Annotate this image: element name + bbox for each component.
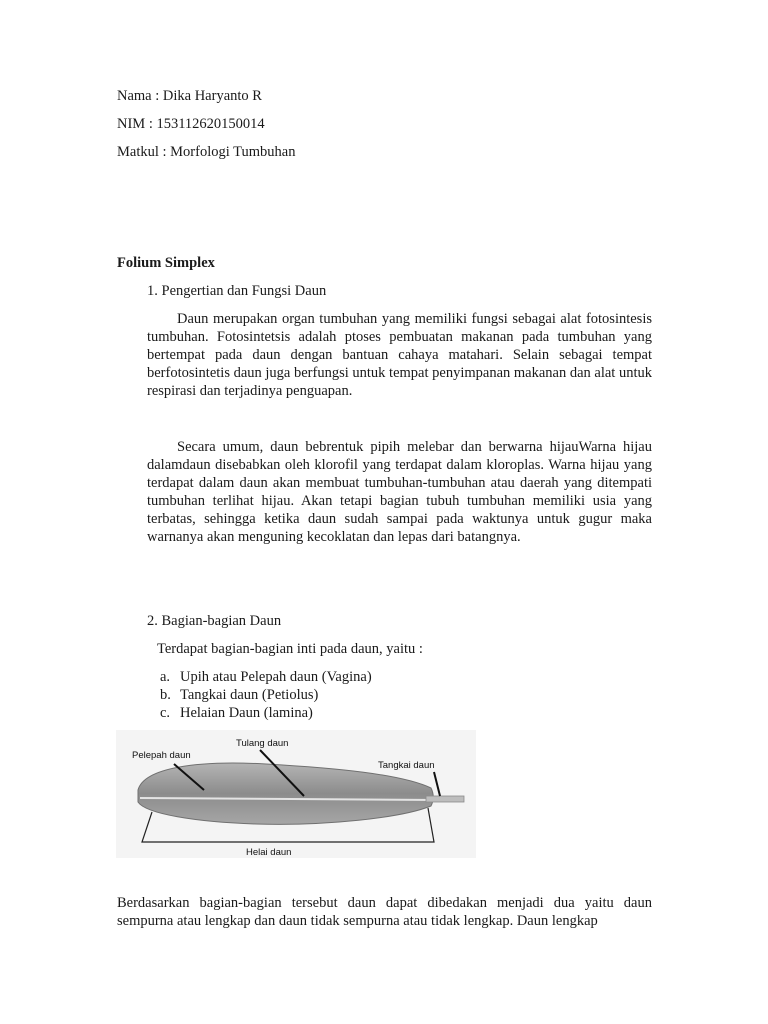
heading-1: 1. Pengertian dan Fungsi Daun [147, 283, 327, 299]
tangkai-label: Tangkai daun [378, 760, 435, 771]
name-line: Nama : Dika Haryanto R [117, 88, 262, 104]
heading-2: 2. Bagian-bagian Daun [147, 613, 282, 629]
paragraph-1-text: Daun merupakan organ tumbuhan yang memiliki fungsi sebagai alat fotosintesis tumbuhan. Fotosintetsis adalah ptoses pembuatan makanan pada tumbuhan yang bertempat pada daun dengan bantuan cahaya matahari. Selain sebagai tempat berfotosintetis daun juga berfungsi untuk tempat penyimpanan makanan dan alat untuk respirasi dan terjadinya penguapan. [147, 311, 652, 399]
tulang-label: Tulang daun [236, 738, 289, 749]
leaf-diagram [116, 730, 476, 858]
helai-label: Helai daun [246, 847, 292, 858]
list-item [160, 686, 372, 704]
section-title: Folium Simplex [117, 255, 215, 271]
leaf-petiole [426, 796, 464, 802]
list-item [160, 704, 372, 722]
list-marker: a. [160, 669, 171, 685]
paragraph-2 [147, 438, 652, 546]
list-item-text: Helaian Daun (lamina) [180, 705, 313, 721]
list-item [160, 668, 372, 686]
course-line: Matkul : Morfologi Tumbuhan [117, 144, 296, 160]
list-item-text: Tangkai daun (Petiolus) [180, 687, 319, 703]
closing-paragraph: Berdasarkan bagian-bagian tersebut daun dapat dibedakan menjadi dua yaitu daun sempurna atau lengkap dan daun tidak sempurna atau tidak lengkap. Daun lengkap [117, 895, 652, 929]
paragraph-1 [147, 310, 652, 400]
list-marker: c. [160, 705, 171, 721]
parts-list [160, 668, 372, 722]
list-marker: b. [160, 687, 171, 703]
paragraph-2-text: Secara umum, daun bebrentuk pipih melebar dan berwarna hijauWarna hijau dalamdaun disebabkan oleh klorofil yang terdapat dalam kloroplas. Warna hijau yang terdapat dalam daun akan membuat tumbuhan-tumbuhan atau daerah yang ditempati tumbuhan terlihat hijau. Akan tetapi bagian tubuh tumbuhan memiliki usia yang terbatas, sehingga ketika daun sudah sampai pada waktunya untuk gugur maka warnanya akan menguning kecoklatan dan lepas dari batangnya. [147, 439, 652, 545]
parts-intro: Terdapat bagian-bagian inti pada daun, yaitu : [157, 641, 423, 657]
list-item-text: Upih atau Pelepah daun (Vagina) [180, 669, 372, 685]
pelepah-label: Pelepah daun [132, 750, 191, 761]
nim-line: NIM : 153112620150014 [117, 116, 265, 132]
